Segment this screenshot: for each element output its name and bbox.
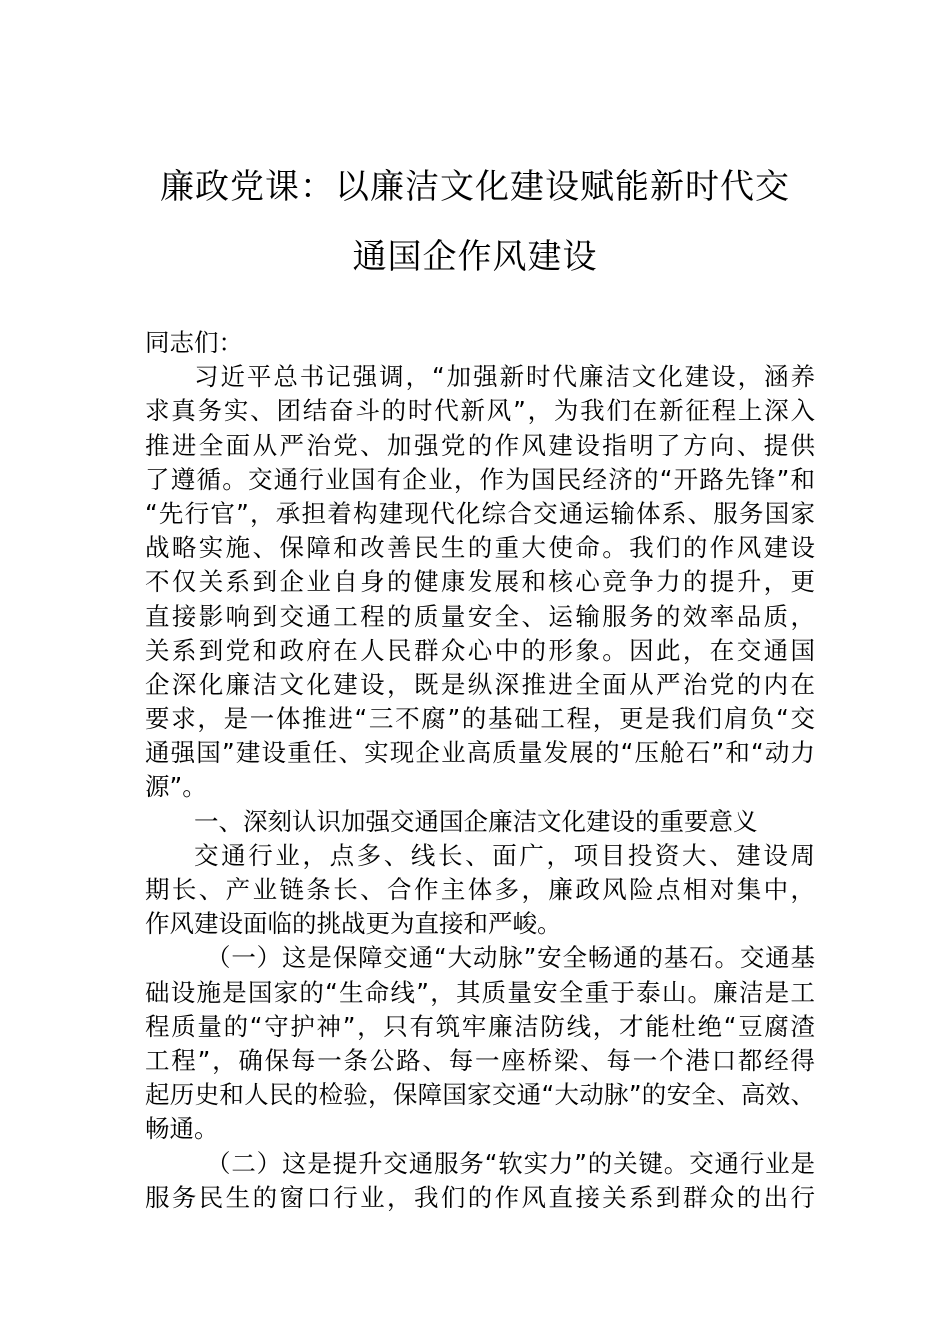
paragraph-line: 工程”，确保每一条公路、每一座桥梁、每一个港口都经得 xyxy=(145,1045,815,1075)
document-title-line-2: 通国企作风建设 xyxy=(352,237,598,277)
paragraph-line: 作风建设面临的挑战更为直接和严峻。 xyxy=(145,909,562,939)
paragraph-line: 推进全面从严治党、加强党的作风建设指明了方向、提供 xyxy=(145,430,815,460)
paragraph-line: 础设施是国家的“生命线”，其质量安全重于泰山。廉洁是工 xyxy=(145,977,815,1007)
paragraph-line: 源”。 xyxy=(145,772,207,802)
paragraph-4 xyxy=(145,1147,815,1215)
paragraph-line: 关系到党和政府在人民群众心中的形象。因此，在交通国 xyxy=(145,635,815,665)
document-body xyxy=(145,326,815,1215)
paragraph-line: 企深化廉洁文化建设，既是纵深推进全面从严治党的内在 xyxy=(145,669,815,699)
paragraph-line: “先行官”，承担着构建现代化综合交通运输体系、服务国家 xyxy=(145,498,815,528)
paragraph-3 xyxy=(145,941,815,1146)
paragraph-1 xyxy=(145,360,815,804)
section-heading: 一、深刻认识加强交通国企廉洁文化建设的重要意义 xyxy=(194,806,758,836)
document-title-line-1: 廉政党课：以廉洁文化建设赋能新时代交 xyxy=(160,167,790,207)
paragraph-line: 起历史和人民的检验，保障国家交通“大动脉”的安全、高效、 xyxy=(145,1080,815,1110)
paragraph-line: （二）这是提升交通服务“软实力”的关键。交通行业是 xyxy=(206,1148,815,1178)
paragraph-line: 求真务实、团结奋斗的时代新风”，为我们在新征程上深入 xyxy=(145,396,815,426)
paragraph-line: 交通行业，点多、线长、面广，项目投资大、建设周 xyxy=(194,840,815,870)
paragraph-line: 直接影响到交通工程的质量安全、运输服务的效率品质， xyxy=(145,601,815,631)
paragraph-line: 战略实施、保障和改善民生的重大使命。我们的作风建设 xyxy=(145,533,815,563)
salutation: 同志们： xyxy=(145,328,243,357)
paragraph-line: 要求，是一体推进“三不腐”的基础工程，更是我们肩负“交 xyxy=(145,704,815,734)
paragraph-line: 服务民生的窗口行业，我们的作风直接关系到群众的出行 xyxy=(145,1182,815,1212)
paragraph-line: 通强国”建设重任、实现企业高质量发展的“压舱石”和“动力 xyxy=(145,738,815,768)
paragraph-line: 了遵循。交通行业国有企业，作为国民经济的“开路先锋”和 xyxy=(145,464,815,494)
paragraph-line: 习近平总书记强调，“加强新时代廉洁文化建设，涵养 xyxy=(194,362,815,392)
paragraph-2 xyxy=(145,839,815,942)
paragraph-line: 不仅关系到企业自身的健康发展和核心竞争力的提升，更 xyxy=(145,567,815,597)
paragraph-line: 畅通。 xyxy=(145,1114,219,1144)
paragraph-line: 程质量的“守护神”，只有筑牢廉洁防线，才能杜绝“豆腐渣 xyxy=(145,1011,815,1041)
paragraph-line: 期长、产业链条长、合作主体多，廉政风险点相对集中， xyxy=(145,875,815,904)
paragraph-line: （一）这是保障交通“大动脉”安全畅通的基石。交通基 xyxy=(206,943,815,973)
